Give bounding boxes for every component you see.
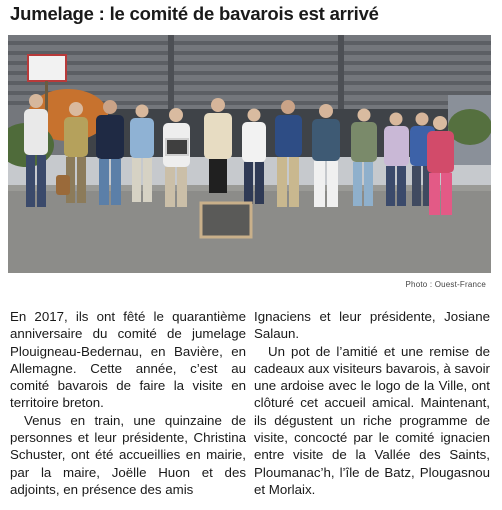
photo-credit: Photo : Ouest-France (405, 280, 486, 289)
paragraph-continuation: Ignaciens et leur présidente, Josiane Salaun. (254, 309, 490, 342)
paragraph-arrival: Venus en train, une quinzaine de personnes et leur présidente, Christina Schuster, ont été accueillies en mairie, par la maire, Joëlle Huon et des adjoints, en présence des amis (10, 412, 246, 497)
article-headline: Jumelage : le comité de bavarois est arrivé (10, 3, 379, 24)
article-body-right-column (254, 308, 490, 498)
paragraph-intro: En 2017, ils ont fêté le quarantième anniversaire du comité de jumelage Plouigneau-Bedernau, en Bavière, en Allemagne. Cette année, c’est au comité bavarois de faire la visite en territoire breton. (10, 309, 246, 411)
paragraph-reception: Un pot de l’amitié et une remise de cadeaux aux visiteurs bavarois, à savoir une ardoise avec le logo de la Ville, ont clôturé cet accueil amical. Maintenant, ils dégustent un riche programme de visite, concocté par le comité ignacien entre visite de la Vallée des Saints, Ploumanac’h, l’île de Batz, Plougasnou et Morlaix. (254, 343, 490, 497)
article-body-left-column (10, 308, 246, 498)
group-photo (8, 35, 491, 273)
group-photo-illustration (8, 35, 491, 273)
